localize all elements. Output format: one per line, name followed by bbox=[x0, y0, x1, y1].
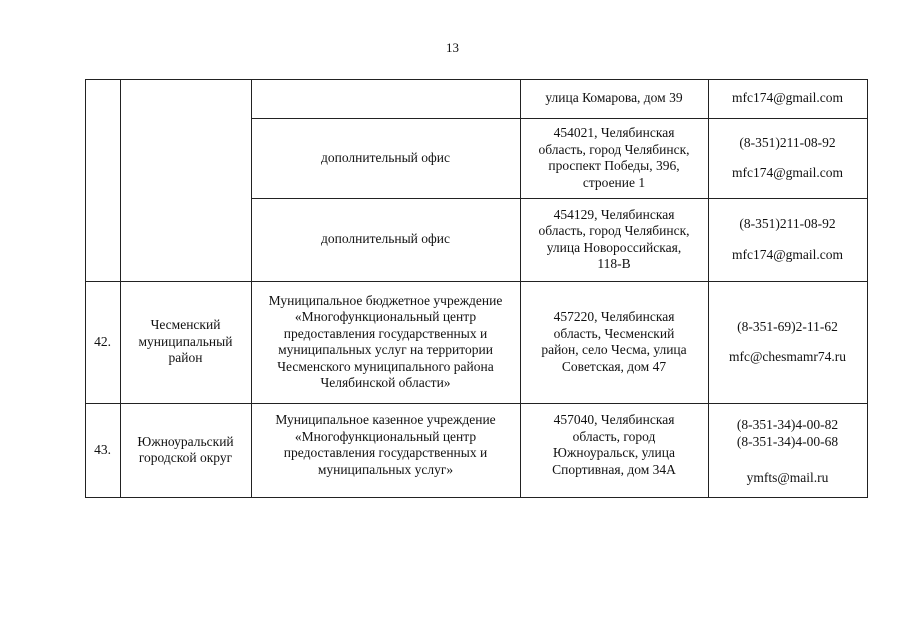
address-line: Спортивная, дом 34А bbox=[552, 461, 676, 477]
organization-line: «Многофункциональный центр bbox=[294, 309, 477, 324]
email-address: ymfts@mail.ru bbox=[746, 470, 829, 485]
organization-line: Муниципальное бюджетное учреждение bbox=[268, 292, 503, 308]
organization-text: дополнительный офис bbox=[321, 149, 450, 165]
address-line: Советская, дом 47 bbox=[561, 358, 667, 374]
address-cell: улица Комарова, дом 39 bbox=[545, 90, 683, 106]
organization-line: Муниципальное казенное учреждение bbox=[275, 412, 496, 427]
address-line: область, город bbox=[572, 428, 656, 444]
contacts-cell bbox=[708, 403, 867, 497]
phone-number: (8-351-34)4-00-68 bbox=[736, 433, 839, 449]
district-cell bbox=[120, 403, 251, 497]
district-cell bbox=[120, 281, 251, 403]
address-line: область, город Челябинск, bbox=[538, 223, 690, 238]
organization-line: муниципальных услуг» bbox=[317, 461, 454, 477]
phone-number: (8-351-69)2-11-62 bbox=[737, 318, 838, 334]
phone-number: (8-351-34)4-00-82 bbox=[736, 417, 839, 432]
table-rule bbox=[867, 79, 868, 498]
address-line: 457220, Челябинская bbox=[553, 309, 675, 324]
organization-line: Челябинской области» bbox=[320, 375, 451, 390]
address-line: область, город Челябинск, bbox=[538, 141, 690, 157]
address-cell bbox=[520, 118, 708, 198]
table-row bbox=[520, 79, 708, 118]
email-cell: mfc174@gmail.com bbox=[731, 90, 844, 106]
district-line: район bbox=[168, 350, 203, 366]
organization-text: дополнительный офис bbox=[321, 231, 450, 247]
organization-line: Чесменского муниципального района bbox=[277, 358, 494, 374]
district-line: Чесменский bbox=[150, 317, 221, 333]
email-address: mfc@chesmamr74.ru bbox=[728, 349, 847, 364]
address-line: 454021, Челябинская bbox=[553, 125, 675, 140]
phone-number: (8-351)211-08-92 bbox=[739, 216, 836, 231]
organization-cell bbox=[251, 118, 520, 198]
organization-line: предоставления государственных и bbox=[283, 445, 488, 460]
address-line: 457040, Челябинская bbox=[553, 412, 675, 427]
address-cell bbox=[520, 281, 708, 403]
address-line: область, Чесменский bbox=[553, 325, 675, 341]
table-row bbox=[708, 79, 867, 118]
organization-line: муниципальных услуг на территории bbox=[278, 342, 493, 357]
district-line: городской округ bbox=[138, 450, 233, 465]
district-line: Южноуральский bbox=[137, 433, 234, 449]
address-line: район, село Чесма, улица bbox=[541, 342, 687, 357]
organization-line: «Многофункциональный центр bbox=[294, 428, 477, 444]
contacts-cell bbox=[708, 281, 867, 403]
email-address: mfc174@gmail.com bbox=[731, 246, 844, 262]
phone-number: (8-351)211-08-92 bbox=[739, 134, 836, 150]
address-line: улица Новороссийская, bbox=[546, 239, 682, 255]
contacts-cell bbox=[708, 118, 867, 198]
page-number: 13 bbox=[446, 40, 459, 55]
organization-cell bbox=[251, 198, 520, 281]
address-line: 454129, Челябинская bbox=[553, 206, 675, 222]
contacts-cell bbox=[708, 198, 867, 281]
organization-line: предоставления государственных и bbox=[283, 325, 488, 341]
district-line: муниципальный bbox=[138, 333, 233, 349]
row-number: 42. bbox=[94, 333, 111, 349]
organization-cell bbox=[251, 281, 520, 403]
organization-cell bbox=[251, 403, 520, 497]
row-number-cell bbox=[85, 403, 120, 497]
address-line: Южноуральск, улица bbox=[553, 445, 675, 460]
address-line: проспект Победы, 396, bbox=[548, 158, 680, 173]
email-address: mfc174@gmail.com bbox=[731, 165, 844, 180]
table-rule bbox=[85, 497, 868, 498]
address-cell bbox=[520, 403, 708, 497]
row-number: 43. bbox=[94, 441, 111, 457]
address-line: строение 1 bbox=[582, 174, 646, 190]
row-number-cell bbox=[85, 281, 120, 403]
address-cell bbox=[520, 198, 708, 281]
address-line: 118-В bbox=[597, 256, 631, 271]
